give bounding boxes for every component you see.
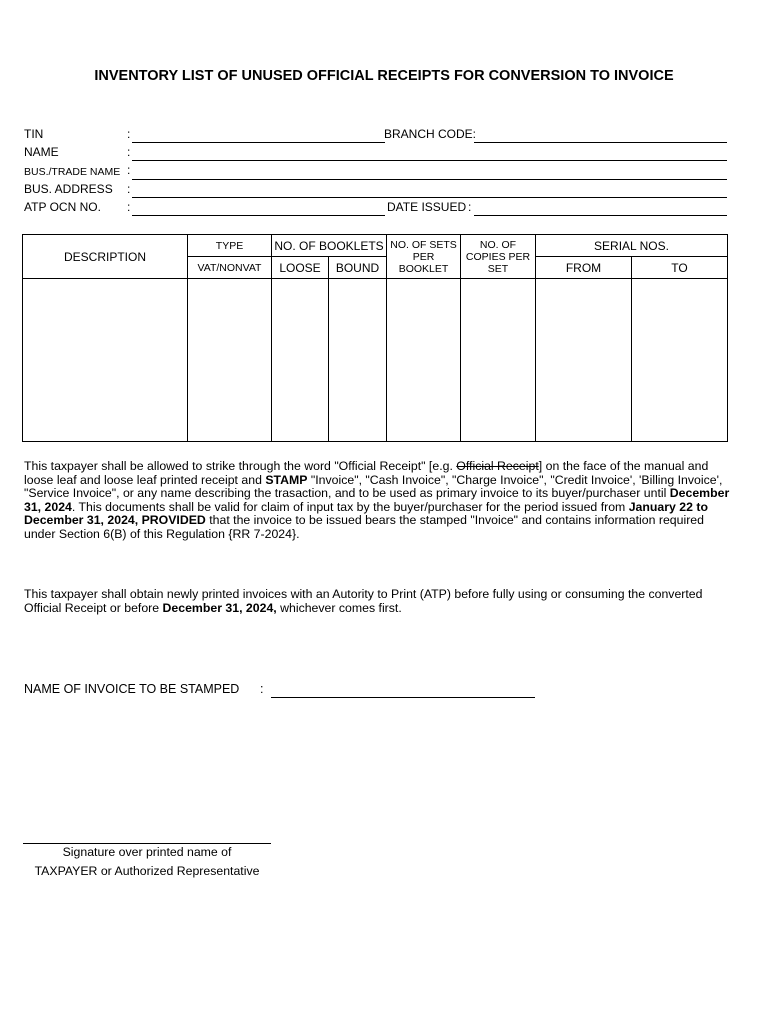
- invoice-name-label: NAME OF INVOICE TO BE STAMPED: [24, 682, 240, 696]
- col-vat-nonvat: VAT/NONVAT: [188, 257, 272, 279]
- col-bound: BOUND: [329, 257, 387, 279]
- col-serial-nos: SERIAL NOS.: [536, 235, 728, 257]
- para2-text-1: This taxpayer shall obtain newly printed invoices with an Autority to Print (ATP) before fully using or consuming the converted Official Receipt or before: [24, 587, 703, 615]
- para1-text-5: that the invoice to be issued bears the stamped "Invoice" and contains information required under Section 6(B) of this Regulation {RR 7-2024}.: [24, 513, 704, 541]
- signature-caption: [24, 843, 270, 881]
- cell-description[interactable]: [23, 279, 188, 442]
- table-row[interactable]: [23, 279, 728, 442]
- name-colon: :: [127, 145, 131, 159]
- atp-paragraph: [24, 588, 736, 615]
- invoice-name-colon: :: [260, 682, 264, 696]
- para2-text-2: whichever comes first.: [276, 600, 402, 615]
- cell-type[interactable]: [188, 279, 272, 442]
- tin-colon: :: [127, 127, 131, 141]
- col-booklets: NO. OF BOOKLETS: [272, 235, 387, 257]
- branch-code-label: BRANCH CODE:: [384, 127, 477, 141]
- cell-sets[interactable]: [387, 279, 461, 442]
- col-to: TO: [632, 257, 728, 279]
- form-title: INVENTORY LIST OF UNUSED OFFICIAL RECEIPTS FOR CONVERSION TO INVOICE: [94, 68, 674, 84]
- invoice-name-field[interactable]: [271, 697, 535, 698]
- para1-strike: Official Receipt: [456, 459, 539, 473]
- address-label: BUS. ADDRESS: [24, 182, 113, 196]
- col-loose: LOOSE: [272, 257, 329, 279]
- trade-name-label: BUS./TRADE NAME: [24, 166, 121, 178]
- name-field[interactable]: [132, 160, 727, 161]
- name-label: NAME: [24, 145, 59, 159]
- para1-bold-date: December 31, 2024: [24, 486, 730, 514]
- atp-ocn-colon: :: [127, 200, 131, 214]
- signature-caption-line2: TAXPAYER or Authorized Representative: [34, 864, 260, 878]
- col-copies-per-set: NO. OF COPIES PER SET: [461, 235, 536, 279]
- date-issued-label: DATE ISSUED: [387, 200, 467, 214]
- signature-caption-line1: Signature over printed name of: [62, 845, 232, 859]
- cell-to[interactable]: [632, 279, 728, 442]
- conversion-paragraph: [24, 460, 736, 542]
- date-issued-colon: :: [468, 200, 472, 214]
- cell-loose[interactable]: [272, 279, 329, 442]
- atp-ocn-field[interactable]: [132, 215, 385, 216]
- para1-text-1: This taxpayer shall be allowed to strike through the word "Official Receipt" [e.g.: [24, 459, 457, 473]
- address-field[interactable]: [132, 197, 727, 198]
- cell-copies[interactable]: [461, 279, 536, 442]
- inventory-table: [22, 234, 728, 442]
- trade-name-field[interactable]: [132, 179, 727, 180]
- date-issued-field[interactable]: [474, 215, 727, 216]
- trade-name-colon: :: [127, 163, 131, 177]
- para2-bold-date: December 31, 2024,: [162, 600, 277, 615]
- col-type: TYPE: [188, 235, 272, 257]
- tin-label: TIN: [24, 127, 44, 141]
- para1-bold-stamp: STAMP: [265, 472, 308, 487]
- cell-from[interactable]: [536, 279, 632, 442]
- cell-bound[interactable]: [329, 279, 387, 442]
- para1-text-3: "Invoice", "Cash Invoice", "Charge Invoice", "Credit Invoice', 'Billing Invoice', "Service Invoice", or any name describing the trasaction, and to be used as primary invoice to its buyer/purchaser until: [24, 472, 723, 501]
- branch-code-field[interactable]: [474, 142, 727, 143]
- address-colon: :: [127, 182, 131, 196]
- col-description: DESCRIPTION: [23, 235, 188, 279]
- tin-field[interactable]: [132, 142, 385, 143]
- col-from: FROM: [536, 257, 632, 279]
- atp-ocn-label: ATP OCN NO.: [24, 200, 101, 214]
- para1-text-2: ] on the face of the manual and loose leaf and loose leaf printed receipt and: [24, 459, 709, 487]
- para1-text-4: . This documents shall be valid for claim of input tax by the buyer/purchaser for the period issued from: [71, 499, 629, 514]
- col-sets-per-booklet: NO. OF SETS PER BOOKLET: [387, 235, 461, 279]
- para1-bold-period: January 22 to December 31, 2024, PROVIDED: [24, 499, 708, 528]
